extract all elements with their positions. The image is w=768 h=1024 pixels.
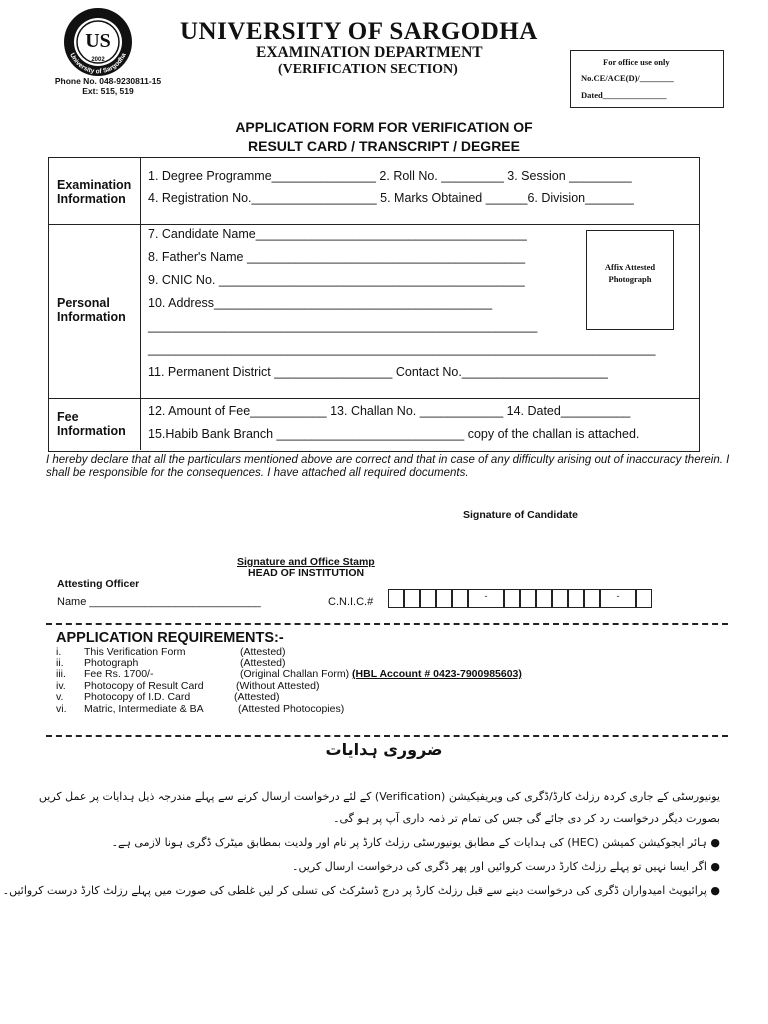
personal-label: Personal Information xyxy=(57,296,126,324)
office-use-dated: Dated_______________ xyxy=(581,90,667,100)
photo-box[interactable]: Affix Attested Photograph xyxy=(586,230,674,330)
urdu-bullet: ● ہائر ایجوکیشن کمیشن (HEC) کی ہدایات کے مطابق یونیورسٹی رزلٹ کارڈ پر نام اور ولدیت بمطابق میٹرک ڈگری ہونا لازمی ہے۔ xyxy=(111,836,720,849)
phone-number: Phone No. 048-9230811-15 xyxy=(54,76,162,86)
cnic-digit-box[interactable] xyxy=(404,589,420,608)
table-divider xyxy=(49,398,699,399)
section-title: (VERIFICATION SECTION) xyxy=(278,62,458,77)
fee-label: Fee Information xyxy=(57,410,126,438)
urdu-heading: ضروری ہدایات xyxy=(325,740,443,759)
cnic-digit-box[interactable] xyxy=(536,589,552,608)
requirements-heading: APPLICATION REQUIREMENTS:- xyxy=(56,630,284,646)
dashed-divider xyxy=(46,623,728,625)
cnic-digit-box[interactable] xyxy=(436,589,452,608)
phone-block xyxy=(40,76,176,96)
cnic-digit-box[interactable] xyxy=(568,589,584,608)
university-title: UNIVERSITY OF SARGODHA xyxy=(180,18,538,45)
department-title: EXAMINATION DEPARTMENT xyxy=(256,44,483,61)
form-title-line2: RESULT CARD / TRANSCRIPT / DEGREE xyxy=(248,138,520,154)
district-contact-field[interactable]: 11. Permanent District _________________ Contact No._____________________ xyxy=(148,365,608,379)
cnic-digit-box[interactable] xyxy=(520,589,536,608)
candidate-signature-label: Signature of Candidate xyxy=(463,509,578,521)
candidate-name-field[interactable]: 7. Candidate Name_______________________________________ xyxy=(148,227,527,241)
cnic-dash-box[interactable]: - xyxy=(600,589,636,608)
urdu-paragraph-1: یونیورسٹی کے جاری کردہ رزلٹ کارڈ/ڈگری کی ویریفیکیشن (Verification) کے لئے درخواست ارسال کرنے سے پہلے مندرجہ ذیل ہدایات پر عمل کریں xyxy=(38,790,720,803)
registration-marks-division-field[interactable]: 4. Registration No.__________________ 5. Marks Obtained ______6. Division_______ xyxy=(148,191,634,205)
cnic-digit-box[interactable] xyxy=(452,589,468,608)
bank-branch-field[interactable]: 15.Habib Bank Branch ___________________________ copy of the challan is attached. xyxy=(148,427,640,441)
attesting-officer-label: Attesting Officer xyxy=(57,578,140,590)
requirement-item: v. Photocopy of I.D. Card (Attested) xyxy=(56,691,280,703)
university-logo xyxy=(28,6,138,78)
father-name-field[interactable]: 8. Father's Name ________________________________________ xyxy=(148,250,526,264)
logo-year: 2002 xyxy=(91,57,105,63)
bullet-icon: ● xyxy=(710,836,720,849)
requirement-item: i. This Verification Form (Attested) xyxy=(56,646,286,658)
table-column-divider xyxy=(140,158,141,450)
urdu-bullet: ● پرائیویٹ امیدواران ڈگری کی درخواست دینے سے قبل رزلٹ کارڈ پر درج ڈسٹرکٹ کی تسلی کر لیں غلطی کی صورت میں پہلے رزلٹ کارڈ درست کروائیں۔ xyxy=(2,884,720,897)
bullet-icon: ● xyxy=(710,884,720,897)
cnic-digit-box[interactable] xyxy=(552,589,568,608)
fee-challan-date-field[interactable]: 12. Amount of Fee___________ 13. Challan No. ____________ 14. Dated__________ xyxy=(148,404,631,418)
dashed-divider xyxy=(46,735,728,737)
bullet-icon: ● xyxy=(710,860,720,873)
requirement-item: iv. Photocopy of Result Card (Without Attested) xyxy=(56,680,320,692)
cnic-digit-box[interactable] xyxy=(584,589,600,608)
degree-roll-session-field[interactable]: 1. Degree Programme_______________ 2. Roll No. _________ 3. Session _________ xyxy=(148,169,632,183)
cnic-digit-box[interactable] xyxy=(388,589,404,608)
logo-initials: US xyxy=(85,30,111,52)
address-line-3[interactable]: _________________________________________________________________________ xyxy=(148,342,656,356)
office-use-box xyxy=(570,50,724,108)
cnic-dash-box[interactable]: - xyxy=(468,589,504,608)
head-institution-label: HEAD OF INSTITUTION xyxy=(248,567,365,579)
requirement-item: iii. Fee Rs. 1700/- (Original Challan Form) (HBL Account # 0423-7900985603) xyxy=(56,668,522,680)
hbl-account: (HBL Account # 0423-7900985603) xyxy=(352,668,522,680)
cnic-digit-box[interactable] xyxy=(636,589,652,608)
form-title-line1: APPLICATION FORM FOR VERIFICATION OF xyxy=(235,119,533,135)
requirement-item: ii. Photograph (Attested) xyxy=(56,657,286,669)
office-use-title: For office use only xyxy=(603,57,670,67)
cnic-digit-box[interactable] xyxy=(420,589,436,608)
urdu-bullet: ● اگر ایسا نہیں تو پہلے رزلٹ کارڈ درست کروائیں اور پھر ڈگری کی درخواست ارسال کریں۔ xyxy=(292,860,720,873)
requirement-item: vi. Matric, Intermediate & BA (Attested Photocopies) xyxy=(56,703,345,715)
urdu-paragraph-2: بصورت دیگر درخواست رد کر دی جائے گی جس کی تمام تر ذمہ داری آپ پر ہو گی۔ xyxy=(333,812,720,825)
cnic-field[interactable]: 9. CNIC No. ____________________________________________ xyxy=(148,273,525,287)
address-field[interactable]: 10. Address________________________________________ xyxy=(148,296,493,310)
declaration-text: I hereby declare that all the particulars mentioned above are correct and that in case of any difficulty arising out of inaccuracy therein. I shall be responsible for the consequences. I have attached all required documents. xyxy=(46,454,730,479)
address-line-2[interactable]: ________________________________________________________ xyxy=(148,319,538,333)
office-use-number: No.CE/ACE(D)/________ xyxy=(581,73,674,83)
phone-extension: Ext: 515, 519 xyxy=(82,86,134,96)
office-stamp-label: Signature and Office Stamp xyxy=(237,556,375,568)
table-divider xyxy=(49,224,699,225)
officer-name-field[interactable]: Name ____________________________ xyxy=(57,596,261,608)
examination-label: Examination Information xyxy=(57,178,132,206)
officer-cnic-label: C.N.I.C.# xyxy=(328,596,374,608)
logo-text: University of Sargodha xyxy=(68,52,128,76)
cnic-digit-box[interactable] xyxy=(504,589,520,608)
